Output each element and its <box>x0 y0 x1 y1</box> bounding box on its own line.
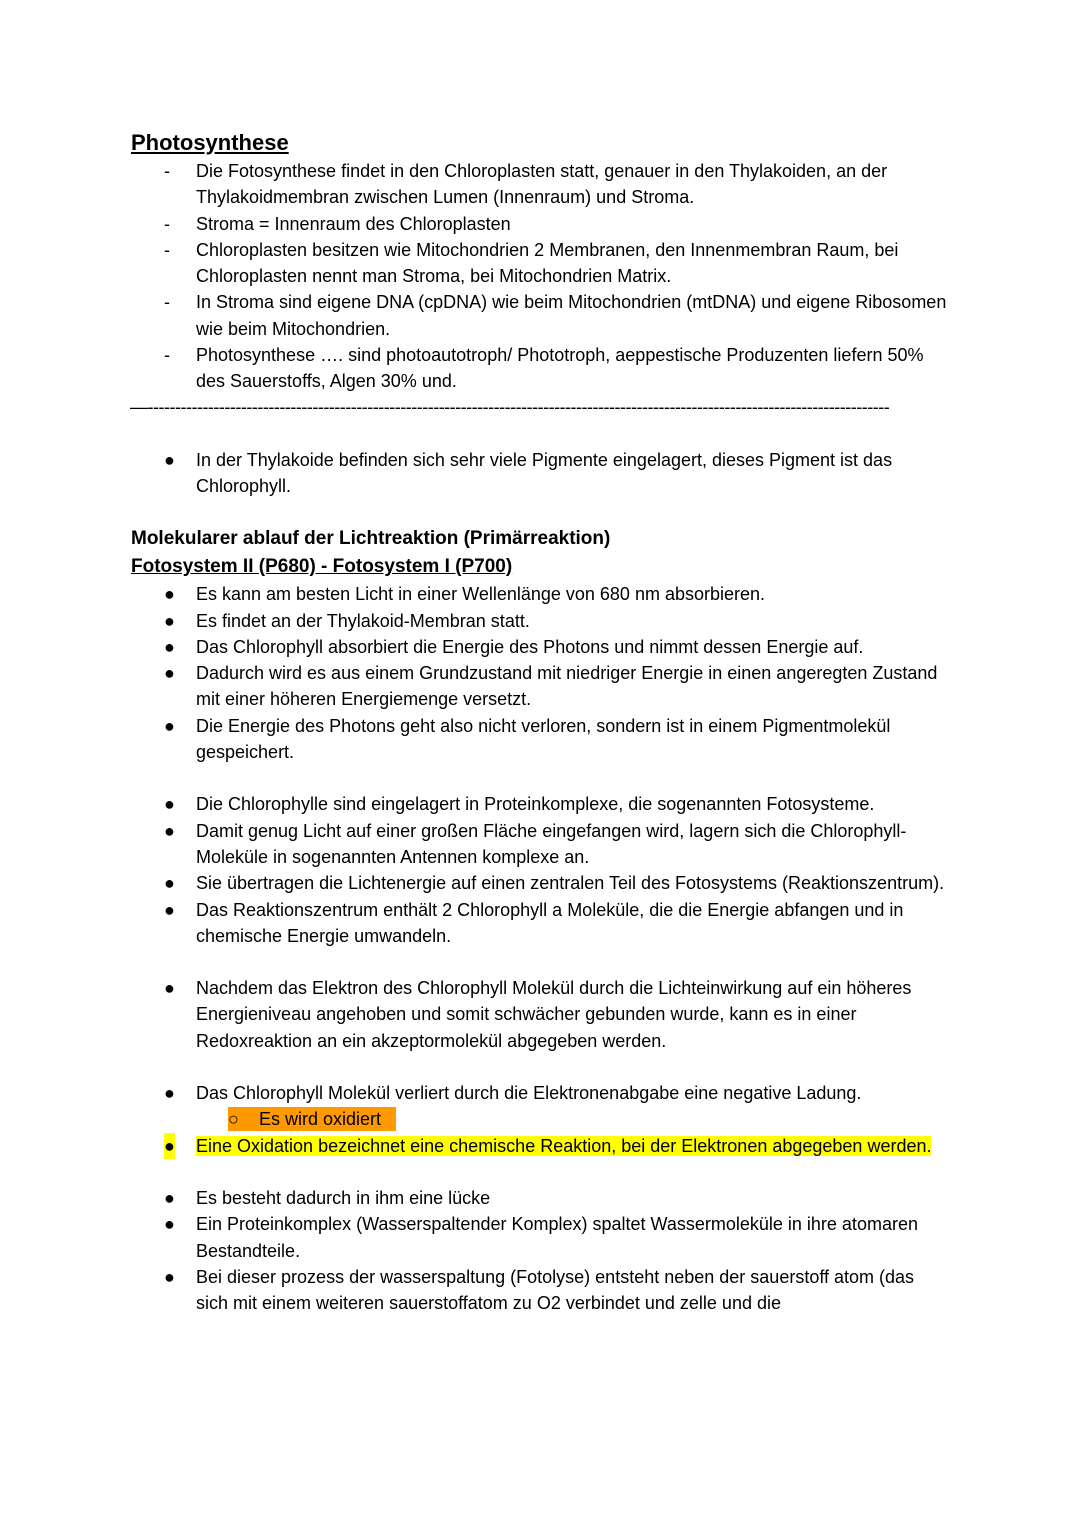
list-item: ● Ein Proteinkomplex (Wasserspaltender Komplex) spaltet Wassermoleküle in ihre atomaren Bestandteile. <box>131 1211 951 1264</box>
list-item: - Chloroplasten besitzen wie Mitochondrien 2 Membranen, den Innenmembran Raum, bei Chloroplasten nennt man Stroma, bei Mitochondrien Matrix. <box>131 237 951 290</box>
dash-marker: - <box>164 161 170 181</box>
page-title: Photosynthese <box>131 130 289 155</box>
list-item: ● Das Chlorophyll Molekül verliert durch die Elektronenabgabe eine negative Ladung. <box>131 1080 951 1106</box>
bullet-marker: ● <box>164 1187 175 1208</box>
section-subtitle: Fotosystem II (P680) - Fotosystem I (P700) <box>131 556 513 578</box>
oxidized-note: Es wird oxidiert <box>259 1109 382 1130</box>
list-item: - Die Fotosynthese findet in den Chloroplasten statt, genauer in den Thylakoiden, an der Thylakoidmembran zwischen Lumen (Innenraum) und Stroma. <box>131 158 951 211</box>
list-item: ● Bei dieser prozess der wasserspaltung (Fotolyse) entsteht neben der sauerstoff atom (das sich mit einem weiteren sauerstoffatom zu O2 verbindet und zelle und die <box>131 1264 951 1317</box>
bullet-marker: ● <box>164 1133 175 1159</box>
list-item: ● In der Thylakoide befinden sich sehr viele Pigmente eingelagert, dieses Pigment ist das Chlorophyll. <box>131 447 951 500</box>
electron-list <box>131 975 951 1054</box>
intro-list <box>131 158 951 395</box>
separator-line: —--------------------------------------------------------------------------------------------------------------------------------------- <box>130 396 890 417</box>
fotosystem-list-1 <box>131 581 951 765</box>
list-item: ● Dadurch wird es aus einem Grundzustand mit niedriger Energie in einen angeregten Zustand mit einer höheren Energiemenge versetzt. <box>131 660 951 713</box>
list-item: - In Stroma sind eigene DNA (cpDNA) wie beim Mitochondrien (mtDNA) und eigene Ribosomen wie beim Mitochondrien. <box>131 289 951 342</box>
highlighted-definition: Eine Oxidation bezeichnet eine chemische Reaktion, bei der Elektronen abgegeben werden. <box>196 1135 932 1156</box>
list-item <box>131 1133 951 1159</box>
document-page <box>131 128 951 1316</box>
bullet-marker: ● <box>164 794 175 815</box>
dash-marker: - <box>164 213 170 234</box>
bullet-marker: ● <box>164 584 175 605</box>
bullet-marker: ● <box>164 873 175 894</box>
bullet-marker: ● <box>164 1214 175 1235</box>
oxidation-list <box>131 1080 951 1106</box>
list-item: ● Es findet an der Thylakoid-Membran statt. <box>131 608 951 634</box>
bullet-marker: ● <box>164 663 175 684</box>
dash-marker: - <box>164 239 170 260</box>
list-item: - Photosynthese …. sind photoautotroph/ Phototroph, aeppestische Produzenten liefern 50% des Sauerstoffs, Algen 30% und. <box>131 342 951 395</box>
bullet-marker: ● <box>164 1083 175 1104</box>
bullet-marker: ● <box>164 978 175 999</box>
bullet-marker: ● <box>164 610 175 631</box>
dash-marker: - <box>164 292 170 313</box>
circle-marker: ○ <box>228 1109 239 1130</box>
list-item: ● Sie übertragen die Lichtenergie auf einen zentralen Teil des Fotosystems (Reaktionszentrum). <box>131 870 951 896</box>
list-item: ● Es besteht dadurch in ihm eine lücke <box>131 1185 951 1211</box>
water-splitting-list <box>131 1185 951 1316</box>
list-item: ● Das Reaktionszentrum enthält 2 Chlorophyll a Moleküle, die die Energie abfangen und in chemische Energie umwandeln. <box>131 897 951 950</box>
bullet-marker: ● <box>164 1266 175 1287</box>
oxidation-definition-list <box>131 1133 951 1159</box>
section-title: Molekularer ablauf der Lichtreaktion (Primärreaktion) <box>131 528 611 550</box>
list-item: ● Nachdem das Elektron des Chlorophyll Molekül durch die Lichteinwirkung auf ein höheres Energieniveau angehoben und somit schwächer gebunden wurde, kann es in einer Redoxreaktion an ein akzeptormolekül abgegeben werden. <box>131 975 951 1054</box>
list-item: ● Die Chlorophylle sind eingelagert in Proteinkomplexe, die sogenannten Fotosysteme. <box>131 791 951 817</box>
bullet-marker: ● <box>164 449 175 470</box>
list-item: ● Damit genug Licht auf einer großen Fläche eingefangen wird, lagern sich die Chlorophyll-Moleküle in sogenannten Antennen komplexe an. <box>131 818 951 871</box>
bullet-marker: ● <box>164 820 175 841</box>
list-item: ● Die Energie des Photons geht also nicht verloren, sondern ist in einem Pigmentmolekül gespeichert. <box>131 713 951 766</box>
pigment-list <box>131 447 951 500</box>
bullet-marker: ● <box>164 715 175 736</box>
list-item: - Stroma = Innenraum des Chloroplasten <box>131 211 951 237</box>
list-item: ● Das Chlorophyll absorbiert die Energie des Photons und nimmt dessen Energie auf. <box>131 634 951 660</box>
fotosystem-list-2 <box>131 791 951 949</box>
bullet-marker: ● <box>164 636 175 657</box>
bullet-marker: ● <box>164 899 175 920</box>
dash-marker: - <box>164 345 170 366</box>
list-item: ● Es kann am besten Licht in einer Wellenlänge von 680 nm absorbieren. <box>131 581 951 607</box>
sub-list-item <box>131 1106 951 1132</box>
